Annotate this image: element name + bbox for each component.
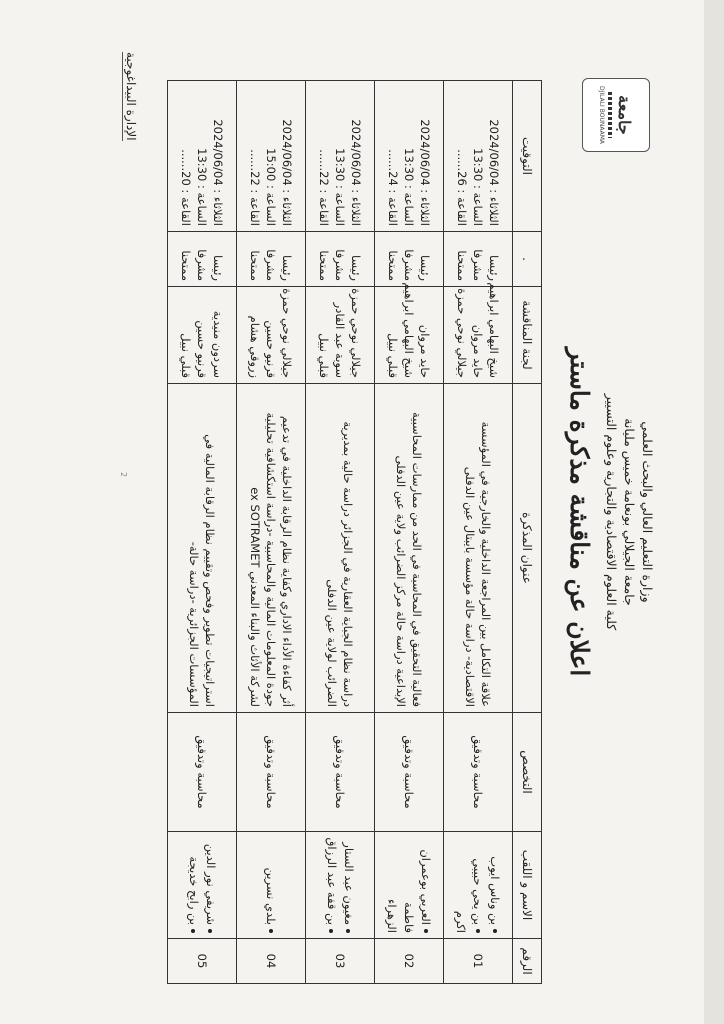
bullet-icon: [424, 929, 428, 933]
student-name: شريفي نور الدين: [202, 837, 219, 933]
defense-schedule-table: [167, 80, 542, 984]
schedule-hour: الساعة : 15:00: [264, 148, 278, 226]
jury-role: ممتحنا: [455, 250, 469, 281]
student-name: مغيون عبد الستار: [340, 837, 357, 933]
col-header-role: .: [513, 232, 542, 287]
announcement-title: اعلان عن مناقشة مذكرة ماستر: [565, 347, 594, 677]
jury-member: حايد مروان: [418, 324, 432, 378]
student-names: [237, 832, 306, 939]
page-edge: [704, 0, 724, 1024]
schedule-time: [444, 81, 513, 232]
col-header-num: الرقم: [513, 939, 542, 984]
jury-role: مشرفا: [471, 249, 485, 281]
schedule-date: الثلاثاء : 2024/06/04: [418, 119, 432, 226]
schedule-date: الثلاثاء : 2024/06/04: [349, 119, 363, 226]
table-row: [444, 81, 513, 984]
student-names: [168, 832, 237, 939]
jury-member: جيلالي نوحي حمزة: [349, 288, 363, 378]
jury-role: رئيسا: [349, 255, 363, 281]
schedule-date: الثلاثاء : 2024/06/04: [487, 119, 501, 226]
jury-member: قبلي نبيل: [179, 333, 193, 378]
bullet-icon: [209, 929, 213, 933]
student-name: بلدي نسرين: [263, 837, 280, 933]
schedule-hour: الساعة : 13:30: [471, 148, 485, 226]
bullet-icon: [330, 929, 334, 933]
jury-members: [306, 287, 375, 384]
jury-role: رئيسا: [280, 255, 294, 281]
thesis-title: فعالية التحقيق في المحاسبة في الحد من ممارسات المحاسبية الإبداعية دراسة حالة مركز الضرائب ولاية عين الدفلى: [375, 384, 444, 713]
bullet-icon: [347, 929, 351, 933]
schedule-hour: الساعة : 13:30: [195, 148, 209, 226]
table-row: [375, 81, 444, 984]
faculty-line: كلية العلوم الاقتصادية والتجارية وعلوم التسيير: [604, 393, 619, 631]
specialty: محاسبة وتدقيق: [306, 713, 375, 832]
jury-member: سوبة عبد القادر: [333, 302, 347, 378]
jury-role: مشرفا: [333, 249, 347, 281]
col-header-jury: لجنة المناقشة: [513, 287, 542, 384]
thesis-title: علاقة التكامل بين المراجعة الداخلية والخارجية في المؤسسة الاقتصادية- دراسة حالة مؤسسة بايبتال عين الدفلى: [444, 384, 513, 713]
student-name: العربي بوعمران فاطمة: [402, 849, 434, 933]
student-name: بن وناس ايوب: [487, 837, 504, 933]
pedagogical-administration-signature: الإدارة البيداغوجية: [124, 52, 138, 141]
row-number: 05: [168, 939, 237, 984]
student-name: بن يحي حبيبي اكرم: [454, 858, 486, 933]
col-header-time: التوقيت: [513, 81, 542, 232]
schedule-hour: الساعة : 13:30: [402, 148, 416, 226]
schedule-date: الثلاثاء : 2024/06/04: [280, 119, 294, 226]
jury-member: قبلي نبيل: [317, 333, 331, 378]
thesis-title: أثر كفاءة الأداء الاداري وكفاية نظام الرقابة الداخلية في تدعيم جودة المعلومات المالية والمحاسبية -دراسة استكشافية تحليلية لشركة الأثاث والبناء المعدني ex SOTRAMET: [237, 384, 306, 713]
col-header-name: الاسم و اللقب: [513, 832, 542, 939]
announcement-sheet: [100, 42, 660, 982]
schedule-time: [237, 81, 306, 232]
schedule-time: [375, 81, 444, 232]
jury-member: قرنيو حسين: [264, 320, 278, 378]
jury-roles: [237, 232, 306, 287]
table-row: [306, 81, 375, 984]
jury-member: شيخ البهامي ابراهيم: [487, 282, 501, 378]
jury-member: زروقي هشام: [248, 315, 262, 378]
jury-role: ممتحنا: [179, 250, 193, 281]
bullet-icon: [192, 929, 196, 933]
jury-roles: [306, 232, 375, 287]
specialty: محاسبة وتدقيق: [237, 713, 306, 832]
schedule-room: القاعة : 22......: [248, 149, 262, 226]
schedule-time: [306, 81, 375, 232]
document-header: [565, 42, 656, 982]
row-number: 02: [375, 939, 444, 984]
thesis-title: استراتيجيات تطوير وفحص وتقييم نظام الرقابة المالية في المؤسسات الجزائرية -دراسة حالة-: [168, 384, 237, 713]
col-header-spec: التخصص: [513, 713, 542, 832]
jury-roles: [375, 232, 444, 287]
jury-member: شيخ البهامي ابراهيم: [402, 282, 416, 378]
specialty: محاسبة وتدقيق: [168, 713, 237, 832]
specialty: محاسبة وتدقيق: [375, 713, 444, 832]
bullet-icon: [269, 929, 273, 933]
schedule-time: [168, 81, 237, 232]
schedule-room: القاعة : 26......: [455, 149, 469, 226]
jury-members: [375, 282, 444, 384]
jury-role: مشرفا: [264, 249, 278, 281]
margin-mark: 2: [119, 472, 128, 478]
student-name: الزهراء: [385, 898, 400, 933]
student-name: بن قفة عبد الرزاق: [323, 837, 340, 933]
row-number: 01: [444, 939, 513, 984]
jury-members: [237, 287, 306, 384]
col-header-title: عنوان المذكرة: [513, 384, 542, 713]
logo-text: جامعة: [615, 95, 634, 135]
bullet-icon: [493, 929, 497, 933]
jury-member: جيلالي نوحي حمزة: [280, 288, 294, 378]
jury-roles: [444, 232, 513, 287]
table-row: [168, 81, 237, 984]
jury-roles: [168, 232, 237, 287]
jury-role: مشرفا: [402, 249, 416, 281]
jury-role: ممتحنا: [317, 250, 331, 281]
student-names: [306, 832, 375, 939]
schedule-date: الثلاثاء : 2024/06/04: [211, 119, 225, 226]
student-names: [444, 832, 513, 939]
schedule-room: القاعة : 20......: [179, 149, 193, 226]
jury-role: رئيسا: [418, 255, 432, 281]
jury-member: جيلالي نوحي حمزة: [455, 288, 469, 378]
jury-role: رئيسا: [487, 255, 501, 281]
jury-role: ممتحنا: [386, 250, 400, 281]
university-line: جامعة الجيلالي بونعامة خميس مليانة: [622, 418, 637, 606]
logo-subtext: DJILALI BOUNAAMA: [598, 85, 605, 145]
table-header-row: [513, 81, 542, 984]
row-number: 04: [237, 939, 306, 984]
thesis-title: دراسة نظام الجباية العقارية في الجزائر دراسة حالية بمديرية الضرائب لولاية عين الدفلى: [306, 384, 375, 713]
university-logo: [582, 78, 650, 152]
row-number: 03: [306, 939, 375, 984]
jury-role: مشرفا: [195, 249, 209, 281]
jury-member: سردون منيدية: [211, 310, 225, 378]
jury-role: ممتحنا: [248, 250, 262, 281]
jury-member: حايد مروان: [471, 324, 485, 378]
jury-member: قبلي نبيل: [386, 333, 400, 378]
bullet-icon: [476, 929, 480, 933]
ministry-line: وزارة التعليم العالي والبحث العلمي: [640, 421, 655, 603]
jury-members: [444, 282, 513, 384]
schedule-room: القاعة : 22......: [317, 149, 331, 226]
schedule-hour: الساعة : 13:30: [333, 148, 347, 226]
student-name: بن رابح خديجة: [185, 837, 202, 933]
logo-bars-icon: [608, 92, 612, 138]
jury-role: رئيسا: [211, 255, 225, 281]
specialty: محاسبة وتدقيق: [444, 713, 513, 832]
table-row: [237, 81, 306, 984]
jury-members: [168, 287, 237, 384]
student-names: [375, 832, 444, 939]
schedule-room: القاعة : 24......: [386, 149, 400, 226]
jury-member: قرنيو حسين: [195, 320, 209, 378]
